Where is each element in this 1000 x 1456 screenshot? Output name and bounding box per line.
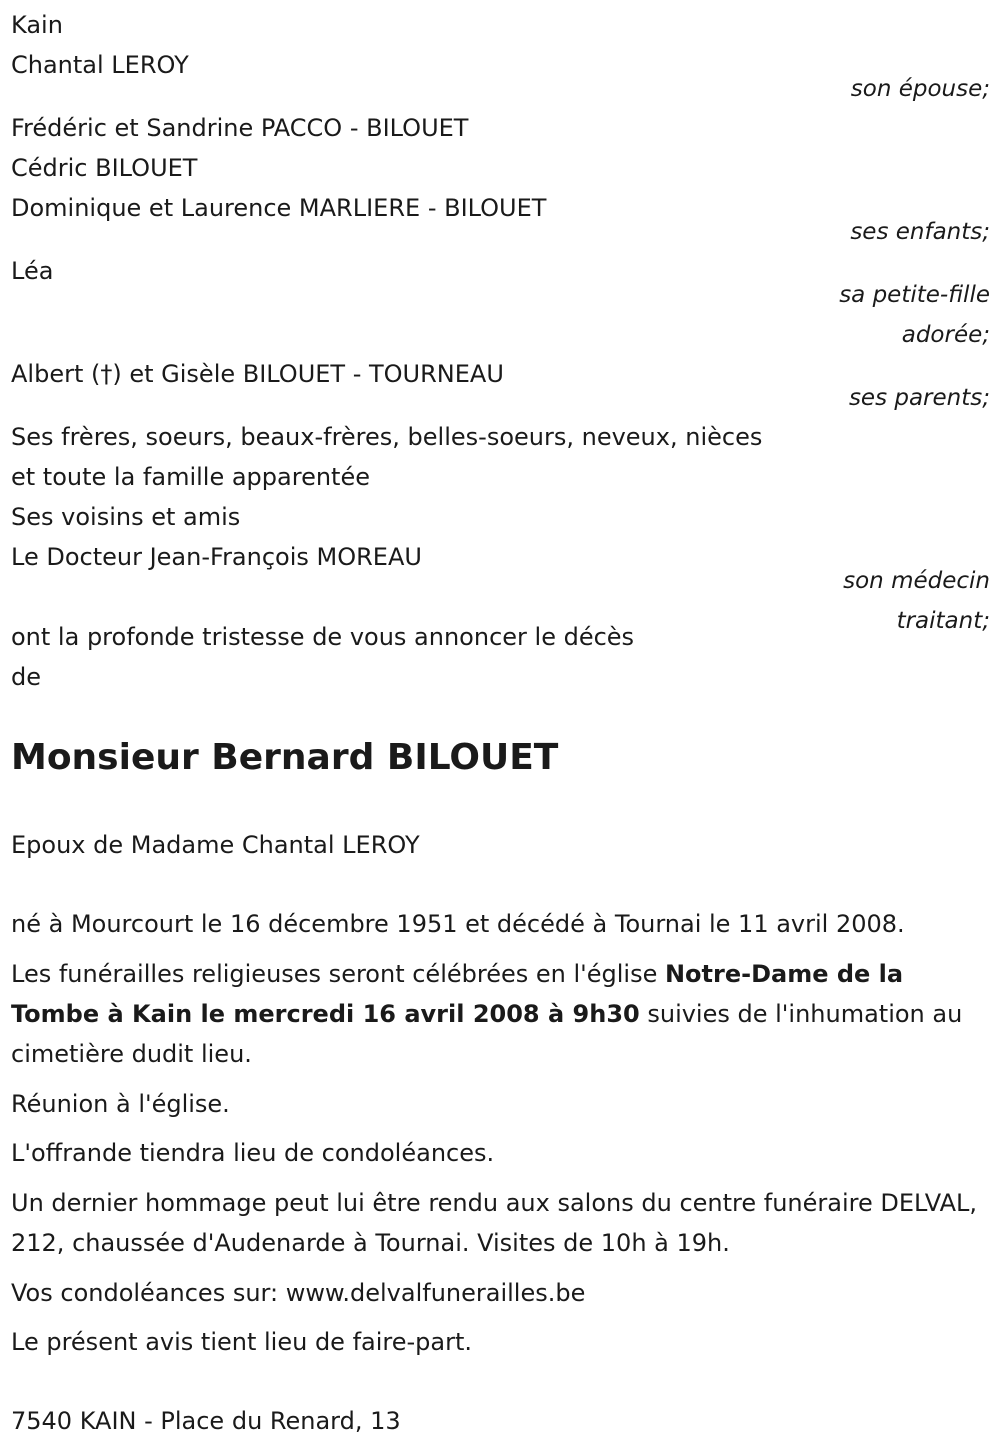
granddaughter-role-line2: adorée; [901,322,990,348]
relatives-line1: Ses frères, soeurs, beaux-frères, belles-soeurs, neveux, nièces [11,423,763,451]
deceased-name: Monsieur Bernard BILOUET [11,737,559,778]
address-line: 7540 KAIN - Place du Renard, 13 [11,1407,401,1435]
location-kain: Kain [11,11,63,39]
child-1: Frédéric et Sandrine PACCO - BILOUET [11,114,469,142]
funeral-paragraph [11,954,991,1074]
condolences-line: Vos condoléances sur: www.delvalfunerailles.be [11,1279,586,1307]
friends-line: Ses voisins et amis [11,503,241,531]
child-2: Cédric BILOUET [11,154,198,182]
funeral-outro: suivies de l'inhumation au cimetière dudit lieu. [11,1000,963,1068]
child-3: Dominique et Laurence MARLIERE - BILOUET [11,194,547,222]
birth-death-line: né à Mourcourt le 16 décembre 1951 et décédé à Tournai le 11 avril 2008. [11,910,905,938]
granddaughter-name: Léa [11,257,54,285]
granddaughter-role-line1: sa petite-fille [839,282,990,308]
spouse-role: son épouse; [850,76,990,102]
doctor-role-line2: traitant; [896,608,990,634]
parents-role: ses parents; [848,385,990,411]
doctor-name: Le Docteur Jean-François MOREAU [11,543,422,571]
announcement-line1: ont la profonde tristesse de vous annoncer le décès [11,623,635,651]
offering-line: L'offrande tiendra lieu de condoléances. [11,1139,495,1167]
funeral-intro: Les funérailles religieuses seront célébrées en l'église [11,960,665,988]
children-role: ses enfants; [850,219,990,245]
announcement-line2: de [11,663,41,691]
notice-line: Le présent avis tient lieu de faire-part. [11,1328,473,1356]
spouse-of-line: Epoux de Madame Chantal LEROY [11,831,420,859]
spouse-name: Chantal LEROY [11,51,189,79]
meeting-line: Réunion à l'église. [11,1090,230,1118]
doctor-role-line1: son médecin [843,568,990,594]
funeral-place-date: Notre-Dame de la Tombe à Kain le mercredi 16 avril 2008 à 9h30 [11,960,904,1028]
relatives-line2: et toute la famille apparentée [11,463,370,491]
tribute-paragraph: Un dernier hommage peut lui être rendu aux salons du centre funéraire DELVAL, 212, chaussée d'Audenarde à Tournai. Visites de 10h à 19h. [11,1189,978,1257]
parents-name: Albert (†) et Gisèle BILOUET - TOURNEAU [11,360,504,388]
